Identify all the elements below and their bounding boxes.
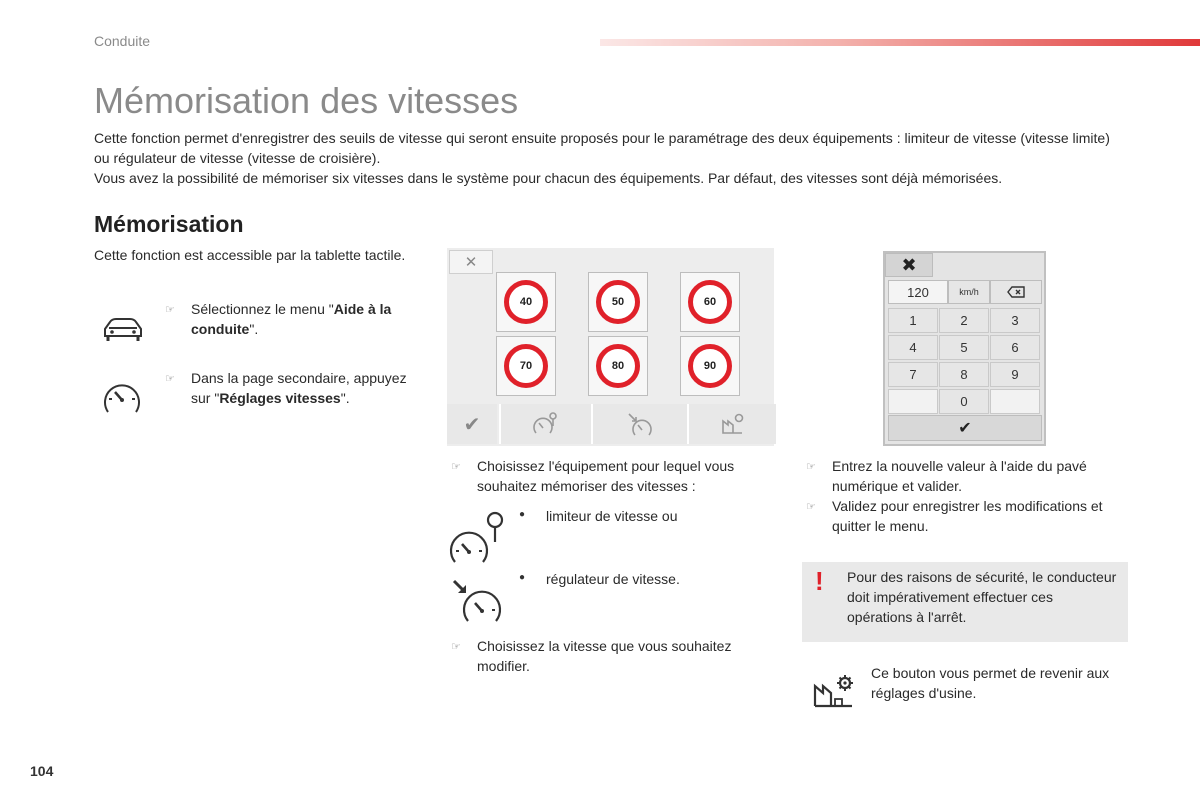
key-2[interactable]: 2 [939,308,989,333]
factory-reset-text: Ce bouton vous permet de revenir aux réglages d'usine. [871,665,1110,701]
factory-reset-tab[interactable] [687,404,776,444]
confirm-button[interactable]: ✔ [447,404,497,444]
header-accent-bar [600,39,1200,46]
speed-tile-60[interactable] [680,272,740,332]
speed-tile-50[interactable] [588,272,648,332]
speed-sign: 40 [504,280,548,324]
enter-value-text: Entrez la nouvelle valeur à l'aide du pavé numérique et valider. [832,458,1087,494]
speed-sign: 80 [596,344,640,388]
limiter-text: limiteur de vitesse ou [546,508,678,524]
speed-tile-70[interactable] [496,336,556,396]
speed-tile-80[interactable] [588,336,648,396]
step2-end: ". [340,390,350,406]
speed-tile-90[interactable] [680,336,740,396]
factory-reset-icon [720,411,746,437]
settings-name: Réglages vitesses [219,390,341,406]
intro-paragraph-2: Vous avez la possibilité de mémoriser six vitesses dans le système pour chacun des équipements. Par défaut, des vitesses sont déjà mémorisées. [94,170,1003,186]
key-8[interactable]: 8 [939,362,989,387]
factory-reset-icon [812,672,856,715]
key-blank-left [888,389,938,414]
dot-bullet-icon: ● [519,509,526,520]
speed-sign: 60 [688,280,732,324]
intro-paragraph-1: Cette fonction permet d'enregistrer des seuils de vitesse qui seront ensuite proposés pour le paramétrage des deux équipements : limiteur de vitesse (vitesse limite) ou régulateur de vitesse (vitesse de croisière). [94,130,1110,166]
regulator-text: régulateur de vitesse. [546,571,680,587]
speed-limiter-icon [448,510,508,571]
access-text: Cette fonction est accessible par la tablette tactile. [94,247,406,263]
backspace-button[interactable] [990,280,1042,304]
key-1[interactable]: 1 [888,308,938,333]
arrow-bullet-icon: ☞ [806,501,816,513]
choose-equipment-text: Choisissez l'équipement pour lequel vous souhaitez mémoriser des vitesses : [477,458,735,494]
key-5[interactable]: 5 [939,335,989,360]
menu-name: Aide à la conduite [191,301,392,337]
warning-text: Pour des raisons de sécurité, le conducteur doit impérativement effectuer ces opérations à l'arrêt. [847,569,1117,625]
arrow-bullet-icon: ☞ [451,461,461,473]
speed-limiter-icon [533,411,559,437]
car-icon [100,312,146,351]
speed-sign: 90 [688,344,732,388]
step1-text: Sélectionnez le menu " [191,301,334,317]
page-title: Mémorisation des vitesses [94,80,519,121]
arrow-bullet-icon: ☞ [806,461,816,473]
step-select-menu [191,299,421,339]
key-6[interactable]: 6 [990,335,1040,360]
dot-bullet-icon: ● [519,572,526,583]
speed-sign: 70 [504,344,548,388]
step1-end: ". [249,321,259,337]
speed-limiter-tab[interactable] [499,404,591,444]
section-heading: Mémorisation [94,211,244,237]
arrow-bullet-icon: ☞ [165,373,175,385]
step2-text: Dans la page secondaire, appuyez sur " [191,370,407,406]
intro-text [94,128,1124,188]
key-7[interactable]: 7 [888,362,938,387]
speed-tile-40[interactable] [496,272,556,332]
speed-sign: 50 [596,280,640,324]
cruise-control-icon [627,411,653,437]
step-open-settings [191,368,411,408]
unit-label: km/h [948,280,990,304]
section-label: Conduite [94,33,151,49]
key-0[interactable]: 0 [939,389,989,414]
backspace-icon [1007,286,1025,298]
keypad-close-button[interactable]: ✖ [885,253,933,277]
key-9[interactable]: 9 [990,362,1040,387]
key-4[interactable]: 4 [888,335,938,360]
key-3[interactable]: 3 [990,308,1040,333]
key-blank-right [990,389,1040,414]
arrow-bullet-icon: ☞ [165,304,175,316]
cruise-control-tab[interactable] [591,404,687,444]
warning-icon: ! [815,566,824,596]
keypad-validate-button[interactable]: ✔ [888,415,1042,441]
speed-value-field[interactable]: 120 [888,280,948,304]
speedometer-icon [100,378,144,423]
page-number: 104 [30,763,54,779]
choose-speed-text: Choisissez la vitesse que vous souhaitez modifier. [477,638,732,674]
validate-quit-text: Validez pour enregistrer les modifications et quitter le menu. [832,498,1103,534]
close-button[interactable]: ✕ [449,250,493,274]
arrow-bullet-icon: ☞ [451,641,461,653]
cruise-control-icon [448,575,508,630]
